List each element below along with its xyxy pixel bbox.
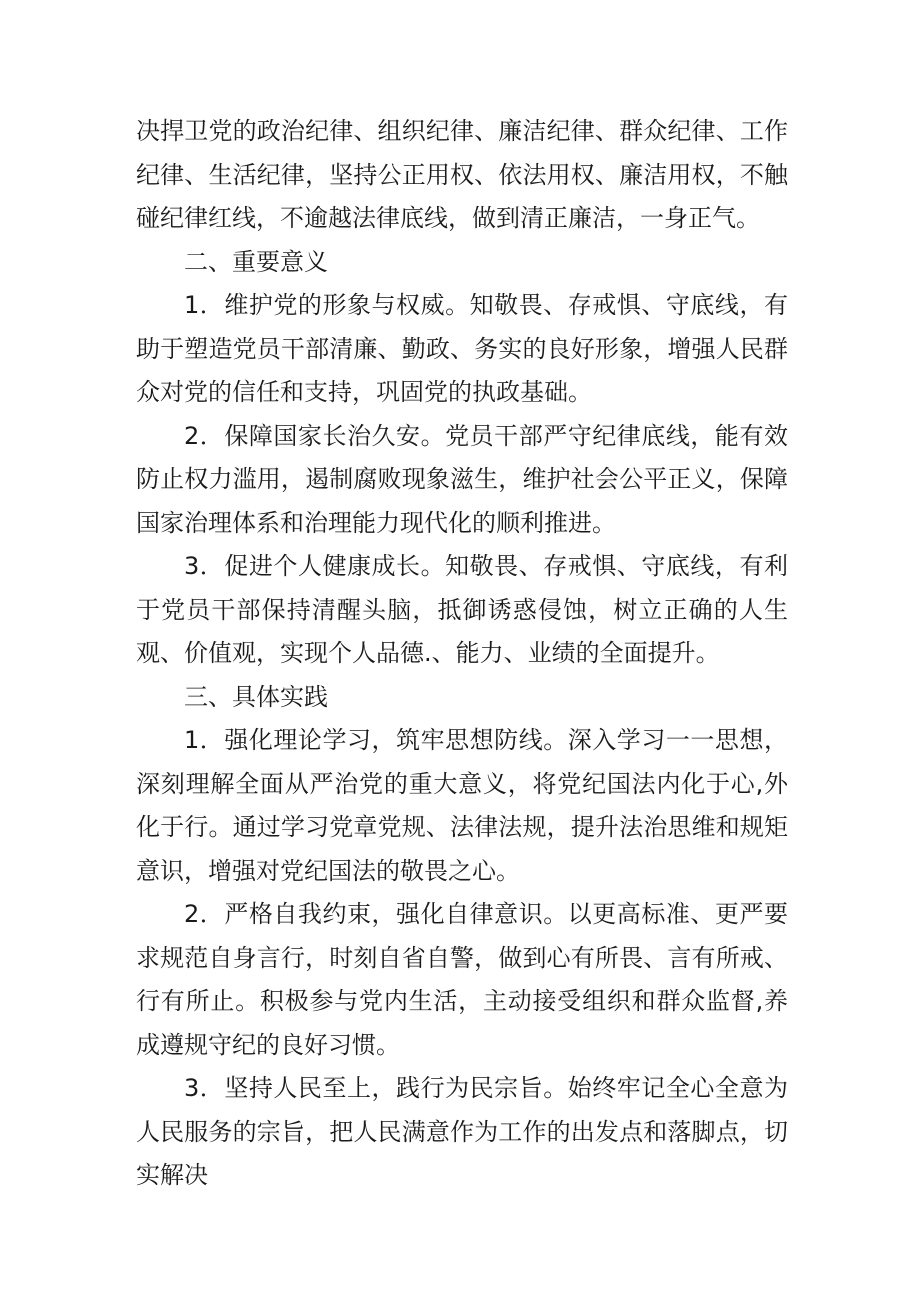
significance-item-1: 1．维护党的形象与权威。知敬畏、存戒惧、守底线，有助于塑造党员干部清廉、勤政、务实的良好形象，增强人民群众对党的信任和支持，巩固党的执政基础。 — [136, 291, 788, 406]
significance-item-2: 2．保障国家长治久安。党员干部严守纪律底线，能有效防止权力滥用，遏制腐败现象滋生，维护社会公平正义，保障国家治理体系和治理能力现代化的顺利推进。 — [136, 421, 788, 537]
section-heading-practice: 三、具体实践 — [184, 682, 328, 711]
document-page — [136, 110, 788, 1198]
intro-paragraph: 决捍卫党的政治纪律、组织纪律、廉洁纪律、群众纪律、工作纪律、生活纪律，坚持公正用权、依法用权、廉洁用权，不触碰纪律红线，不逾越法律底线，做到清正廉洁，一身正气。 — [136, 117, 788, 232]
significance-item-3: 3．促进个人健康成长。知敬畏、存戒惧、守底线，有利于党员干部保持清醒头脑，抵御诱惑侵蚀，树立正确的人生观、价值观，实现个人品德.、能力、业绩的全面提升。 — [136, 552, 788, 667]
practice-item-1: 1．强化理论学习，筑牢思想防线。深入学习一一思想，深刻理解全面从严治党的重大意义，将党纪国法内化于心,外化于行。通过学习党章党规、法律法规，提升法治思维和规矩意识，增强对党纪国法的敬畏之心。 — [136, 726, 788, 885]
practice-item-2: 2．严格自我约束，强化自律意识。以更高标准、更严要求规范自身言行，时刻自省自警，做到心有所畏、言有所戒、行有所止。积极参与党内生活，主动接受组织和群众监督,养成遵规守纪的良好习惯。 — [136, 900, 788, 1059]
practice-item-3: 3．坚持人民至上，践行为民宗旨。始终牢记全心全意为人民服务的宗旨，把人民满意作为工作的出发点和落脚点，切实解决 — [136, 1074, 788, 1189]
section-heading-significance: 二、重要意义 — [184, 247, 328, 276]
